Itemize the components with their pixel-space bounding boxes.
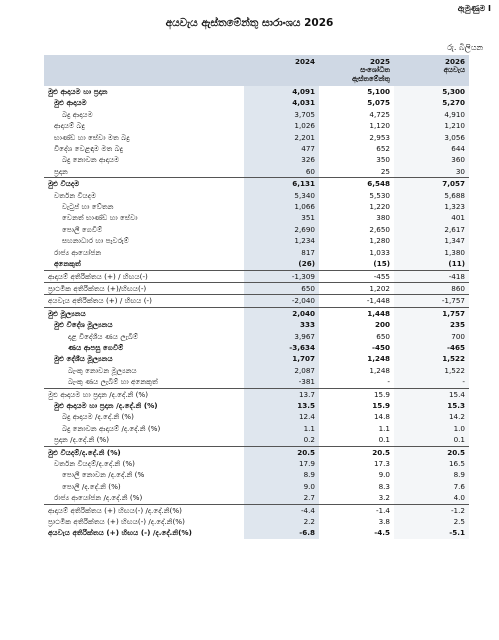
value-cell-2024: -6.8 [244,527,319,538]
value-cell-2024: 2,690 [244,224,319,235]
table-row [44,492,469,504]
column-year: 2026 [444,57,465,66]
row-label: බදු නොවන ආදායම් /ද.දේ.නි (%) [62,423,161,433]
value-cell-2024: 12.4 [244,411,319,422]
table-row [44,388,469,400]
row-label: පොලී නොවන /ද.දේ.නි (% [62,470,145,480]
table-row [44,190,469,201]
budget-summary-table [44,55,469,539]
value-cell-2024: 1,234 [244,235,319,246]
table-row [44,516,469,527]
value-cell-2025: 20.5 [319,446,394,458]
value-cell-2024: 6,131 [244,178,319,190]
value-cell-2025: 3.2 [378,493,390,503]
header-label-cell [44,55,244,86]
value-cell-2024: 477 [244,143,319,154]
value-cell-2025: 5,075 [367,98,390,108]
value-cell-2026: 0.1 [394,434,469,446]
table-row [44,319,469,330]
value-cell-2026: 1,380 [394,247,469,258]
row-label: අනෙකුත් [54,259,81,269]
value-cell-2025: - [387,377,390,387]
value-cell-2025: 0.1 [378,435,390,445]
value-cell-2025: 6,548 [319,178,394,190]
value-cell-2025: 652 [376,144,390,154]
table-row [44,342,469,353]
value-cell-2026: 1,323 [394,201,469,212]
row-label: මුළු දේශීය මූල්‍යනය [54,354,113,364]
value-cell-2024: 3,705 [244,109,319,120]
row-label: වර්තන වියදම්/ද.දේ.නි (%) [54,459,135,468]
value-cell-2026: -1,757 [394,295,469,307]
value-cell-2026: 1,522 [394,365,469,376]
table-row [44,120,469,131]
table-row [44,458,469,469]
value-cell-2026: 7.6 [394,481,469,492]
row-label: මුළු වියදම්/ද.දේ.නි (%) [44,446,244,458]
value-cell-2025: 380 [376,213,390,223]
value-cell-2025: 15.9 [372,400,390,410]
table-row [44,86,469,97]
row-label: මුළු වියදම [44,178,244,190]
row-label: අයවැය අතිරික්තය (+) / හිඟය (-) [44,295,244,307]
row-label: වර්තන වියදම [54,190,97,200]
row-label: පොලී ගෙවීම් [62,224,103,234]
table-row [44,469,469,480]
value-cell-2025: -4.5 [374,528,390,538]
value-cell-2026: 644 [394,143,469,154]
value-cell-2026: 3,056 [394,132,469,143]
row-label: බැංකු නොවන මූල්‍යනය [68,365,137,375]
column-header-2025 [319,55,394,86]
row-label: ප්‍රාථමික අතිරික්තය (+)/හිඟය(-) [44,282,244,294]
table-row [44,295,469,307]
table-row [44,331,469,342]
value-cell-2024: 13.7 [244,388,319,400]
table-row [44,154,469,165]
value-cell-2025: 17.3 [373,459,390,468]
value-cell-2024: (26) [244,258,319,270]
value-cell-2024: 1,707 [244,353,319,364]
table-row [44,212,469,223]
row-label: මුළු මූල්‍යනය [44,307,244,319]
table-row [44,353,469,364]
table-row [44,282,469,294]
table-row [44,97,469,108]
value-cell-2026: 15.4 [394,388,469,400]
value-cell-2024: 8.9 [244,469,319,480]
table-row [44,423,469,434]
value-cell-2024: -381 [244,376,319,388]
table-row [44,270,469,282]
table-row [44,143,469,154]
value-cell-2024: 817 [244,247,319,258]
value-cell-2026: 8.9 [394,469,469,480]
value-cell-2026: 401 [394,212,469,223]
value-cell-2025: 25 [380,166,390,176]
value-cell-2026: 860 [394,282,469,294]
value-cell-2025: 1.1 [378,423,390,433]
column-subtitle: සංශෝධිත ඇස්තමේන්තු [352,66,390,83]
value-cell-2024: 4,031 [244,97,319,108]
table-row [44,235,469,246]
value-cell-2026: 20.5 [394,446,469,458]
table-row [44,376,469,388]
value-cell-2026: 235 [394,319,469,330]
row-label: මුළු ආදායම [54,98,87,108]
row-label: ආදායම් බදු [54,121,85,131]
row-label: බදු ආදායම [62,109,93,119]
row-label: මුළු ආදායම හා ප්‍රදාන /ද.දේ.නි (%) [44,388,244,400]
row-label: ප්‍රදාන [54,166,68,176]
row-label: මුළු ආදායම හා ප්‍රදාන /ද.දේ.නි (%) [54,400,158,410]
value-cell-2024: 650 [244,282,319,294]
page-title: අයවැය ඇස්තමේන්තු සාරාංශය 2026 [165,17,334,29]
value-cell-2024: 17.9 [244,458,319,469]
value-cell-2025: 1,120 [369,121,390,131]
row-label: විදේශ වෙළඳාම මත බදු [54,144,123,154]
value-cell-2025: 8.3 [378,481,390,491]
column-year: 2025 [369,57,390,66]
value-cell-2026: -5.1 [394,527,469,538]
value-cell-2024: 60 [244,166,319,178]
table-row [44,434,469,446]
row-label: වෙනත් භාණ්ඩ හා සේවා [62,213,138,223]
table-row [44,109,469,120]
value-cell-2026: 14.2 [394,411,469,422]
value-cell-2025: 350 [376,155,390,165]
value-cell-2025: 5,100 [367,87,390,96]
column-header-2026 [394,55,469,86]
table-row [44,446,469,458]
value-cell-2024: 0.2 [244,434,319,446]
value-cell-2025: 4,725 [369,109,390,119]
value-cell-2026: 30 [394,166,469,178]
value-cell-2024: 3,967 [244,331,319,342]
table-row [44,258,469,270]
value-cell-2024: -2,040 [244,295,319,307]
value-cell-2024: 2.7 [244,492,319,504]
value-cell-2025: 1,448 [319,307,394,319]
row-label: රාජ්‍ය ආයෝජන [54,247,102,257]
column-subtitle: අයවැය [443,66,465,74]
table-row [44,224,469,235]
row-label: ප්‍රාථමික අතිරික්තය (+) හිඟය(-) /ද.දේ.නි(%) [48,517,185,527]
row-label: බැංකු ණය ලැබීම් හා අනෙකුත් [68,377,158,387]
row-label: ප්‍රදාන /ද.දේ.නි (%) [54,435,110,445]
value-cell-2024: 333 [244,319,319,330]
table-row [44,504,469,516]
value-cell-2026: 7,057 [394,178,469,190]
value-cell-2024: -3,634 [244,342,319,353]
value-cell-2025: 1,248 [369,365,390,375]
table-row [44,132,469,143]
value-cell-2024: 13.5 [244,400,319,411]
unit-label: රු. බිලියන [447,43,483,52]
table-header-row [44,55,469,86]
value-cell-2024: 20.5 [244,446,319,458]
row-label: ආදායම් අතිරික්තය (+) හිඟය(-) /ද.දේ.නි(%) [44,504,244,516]
value-cell-2026: - [394,376,469,388]
value-cell-2025: -455 [319,270,394,282]
table-row [44,527,469,538]
table-row [44,481,469,492]
row-label: බදු ආදායම /ද.දේ.නි (%) [62,412,134,422]
table-row [44,166,469,178]
value-cell-2025: -1,448 [319,295,394,307]
value-cell-2026: 1,757 [394,307,469,319]
value-cell-2025: 3.8 [378,517,390,527]
value-cell-2024: 2,087 [244,365,319,376]
table-row [44,178,469,190]
value-cell-2026: 2.5 [394,516,469,527]
value-cell-2025: 2,953 [369,132,390,142]
annex-label: ඇමුණුම I [457,4,491,13]
value-cell-2026: -465 [394,342,469,353]
value-cell-2025: 9.0 [378,470,390,480]
value-cell-2025: 1,280 [369,236,390,246]
value-cell-2024: 5,340 [244,190,319,201]
value-cell-2025: -450 [372,342,390,352]
value-cell-2026: 1,522 [394,353,469,364]
value-cell-2024: 2,201 [244,132,319,143]
row-label: ආදායම් අතිරික්තය (+) / හිඟය(-) [44,270,244,282]
row-label: රාජ්‍ය ආයෝජන /ද.දේ.නි (%) [54,493,143,503]
value-cell-2024: 4,091 [244,86,319,97]
value-cell-2025: 1,220 [369,202,390,212]
value-cell-2025: 14.8 [373,412,390,422]
row-label: අයවැය අතිරික්තය (+) හිඟය (-) /ද.දේ.නි(%) [48,528,192,538]
row-label: මුළු ආදායම හා ප්‍රදාන [48,87,108,96]
value-cell-2024: 1,026 [244,120,319,131]
value-cell-2025: (15) [373,259,390,269]
value-cell-2026: -1.2 [394,504,469,516]
value-cell-2026: 4.0 [394,492,469,504]
row-label: මුළු විදේශ මූල්‍යනය [54,320,113,330]
table-row [44,400,469,411]
table-row [44,247,469,258]
value-cell-2026: 1,210 [394,120,469,131]
value-cell-2024: 351 [244,212,319,223]
value-cell-2025: 15.9 [319,388,394,400]
value-cell-2026: 16.5 [394,458,469,469]
value-cell-2026: 1,347 [394,235,469,246]
table-row [44,411,469,422]
value-cell-2026: 1.0 [394,423,469,434]
value-cell-2026: (11) [394,258,469,270]
value-cell-2026: 2,617 [394,224,469,235]
value-cell-2026: 5,300 [394,86,469,97]
value-cell-2024: -1,309 [244,270,319,282]
table-row [44,365,469,376]
row-label: ණය ආපසු ගෙවීම් [68,342,124,352]
value-cell-2024: 326 [244,154,319,165]
value-cell-2024: 9.0 [244,481,319,492]
value-cell-2025: 1,033 [369,247,390,257]
row-label: වැටුප් හා වේතන [62,202,114,212]
value-cell-2026: 5,688 [394,190,469,201]
row-label: භාණ්ඩ හා සේවා මත බදු [54,132,130,142]
value-cell-2025: 650 [376,331,390,341]
value-cell-2025: 2,650 [369,224,390,234]
value-cell-2026: 360 [394,154,469,165]
value-cell-2024: 2.2 [244,516,319,527]
value-cell-2025: 200 [374,320,390,330]
value-cell-2024: 1,066 [244,201,319,212]
value-cell-2026: 700 [394,331,469,342]
column-header-2024 [244,55,319,86]
value-cell-2024: 1.1 [244,423,319,434]
row-label: බදු නොවන ආදායම [62,155,120,165]
row-label: පොලී /ද.දේ.නි (%) [62,481,121,491]
column-year: 2024 [294,57,315,66]
value-cell-2026: 5,270 [394,97,469,108]
table-row [44,201,469,212]
value-cell-2025: 1,248 [367,354,390,364]
row-label: දළ විදේශීය ණය ලැබීම් [68,331,139,341]
value-cell-2026: 4,910 [394,109,469,120]
value-cell-2025: 1,202 [319,282,394,294]
value-cell-2025: 5,530 [369,190,390,200]
table-row [44,307,469,319]
value-cell-2024: 2,040 [244,307,319,319]
value-cell-2024: -4.4 [244,504,319,516]
row-label: සහනාධාර හා පැවරුම් [62,236,129,246]
value-cell-2026: 15.3 [394,400,469,411]
value-cell-2026: -418 [394,270,469,282]
value-cell-2025: -1.4 [319,504,394,516]
table-body [44,86,469,539]
